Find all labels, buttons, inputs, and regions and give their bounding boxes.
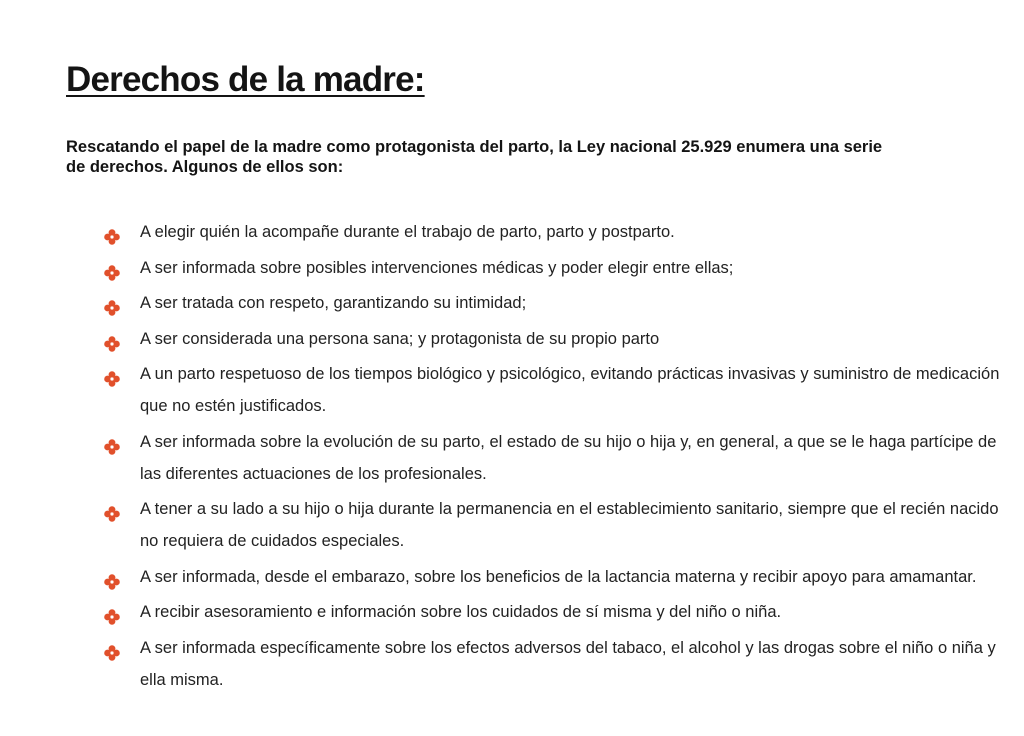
list-item-text: A ser informada sobre posibles intervenciones médicas y poder elegir entre ellas; [140, 258, 734, 277]
quatrefoil-bullet-icon [104, 604, 120, 620]
quatrefoil-bullet-icon [104, 331, 120, 347]
list-item [66, 493, 1010, 557]
intro-paragraph: Rescatando el papel de la madre como protagonista del parto, la Ley nacional 25.929 enumera una serie de derechos. Algunos de ellos son: [66, 138, 883, 176]
list-item-text: A recibir asesoramiento e información sobre los cuidados de sí misma y del niño o niña. [140, 603, 782, 621]
list-item-text: A ser tratada con respeto, garantizando su intimidad; [140, 294, 527, 312]
quatrefoil-bullet-icon [104, 640, 120, 656]
quatrefoil-bullet-icon [104, 260, 120, 276]
list-item [66, 632, 1010, 696]
list-item-text: A ser informada específicamente sobre los efectos adversos del tabaco, el alcohol y las drogas sobre el niño o niña y ella misma. [140, 638, 996, 689]
list-item-text: A tener a su lado a su hijo o hija durante la permanencia en el establecimiento sanitario, siempre que el recién nacido no requiera de cuidados especiales. [140, 500, 999, 550]
list-item-text: A ser considerada una persona sana; y protagonista de su propio parto [140, 329, 660, 348]
list-item [66, 596, 1010, 628]
list-item-text: A ser informada sobre la evolución de su parto, el estado de su hijo o hija y, en general, a que se le haga partícipe de las diferentes actuaciones de los profesionales. [140, 432, 997, 483]
list-item [66, 252, 1010, 284]
list-item-text: A un parto respetuoso de los tiempos biológico y psicológico, evitando prácticas invasivas y suministro de medicación que no estén justificados. [140, 365, 1000, 415]
list-item [66, 561, 1010, 593]
list-item-text: A elegir quién la acompañe durante el trabajo de parto, parto y postparto. [140, 223, 675, 241]
list-item [66, 323, 1010, 355]
list-item [66, 426, 1010, 490]
rights-list [66, 216, 1024, 696]
quatrefoil-bullet-icon [104, 501, 120, 517]
list-item [66, 216, 1010, 248]
quatrefoil-bullet-icon [104, 569, 120, 585]
list-item-text: A ser informada, desde el embarazo, sobre los beneficios de la lactancia materna y recibir apoyo para amamantar. [140, 567, 977, 586]
quatrefoil-bullet-icon [104, 434, 120, 450]
list-item [66, 358, 1010, 422]
quatrefoil-bullet-icon [104, 366, 120, 382]
quatrefoil-bullet-icon [104, 295, 120, 311]
quatrefoil-bullet-icon [104, 224, 120, 240]
list-item [66, 287, 1010, 319]
page-title: Derechos de la madre: [66, 60, 425, 99]
